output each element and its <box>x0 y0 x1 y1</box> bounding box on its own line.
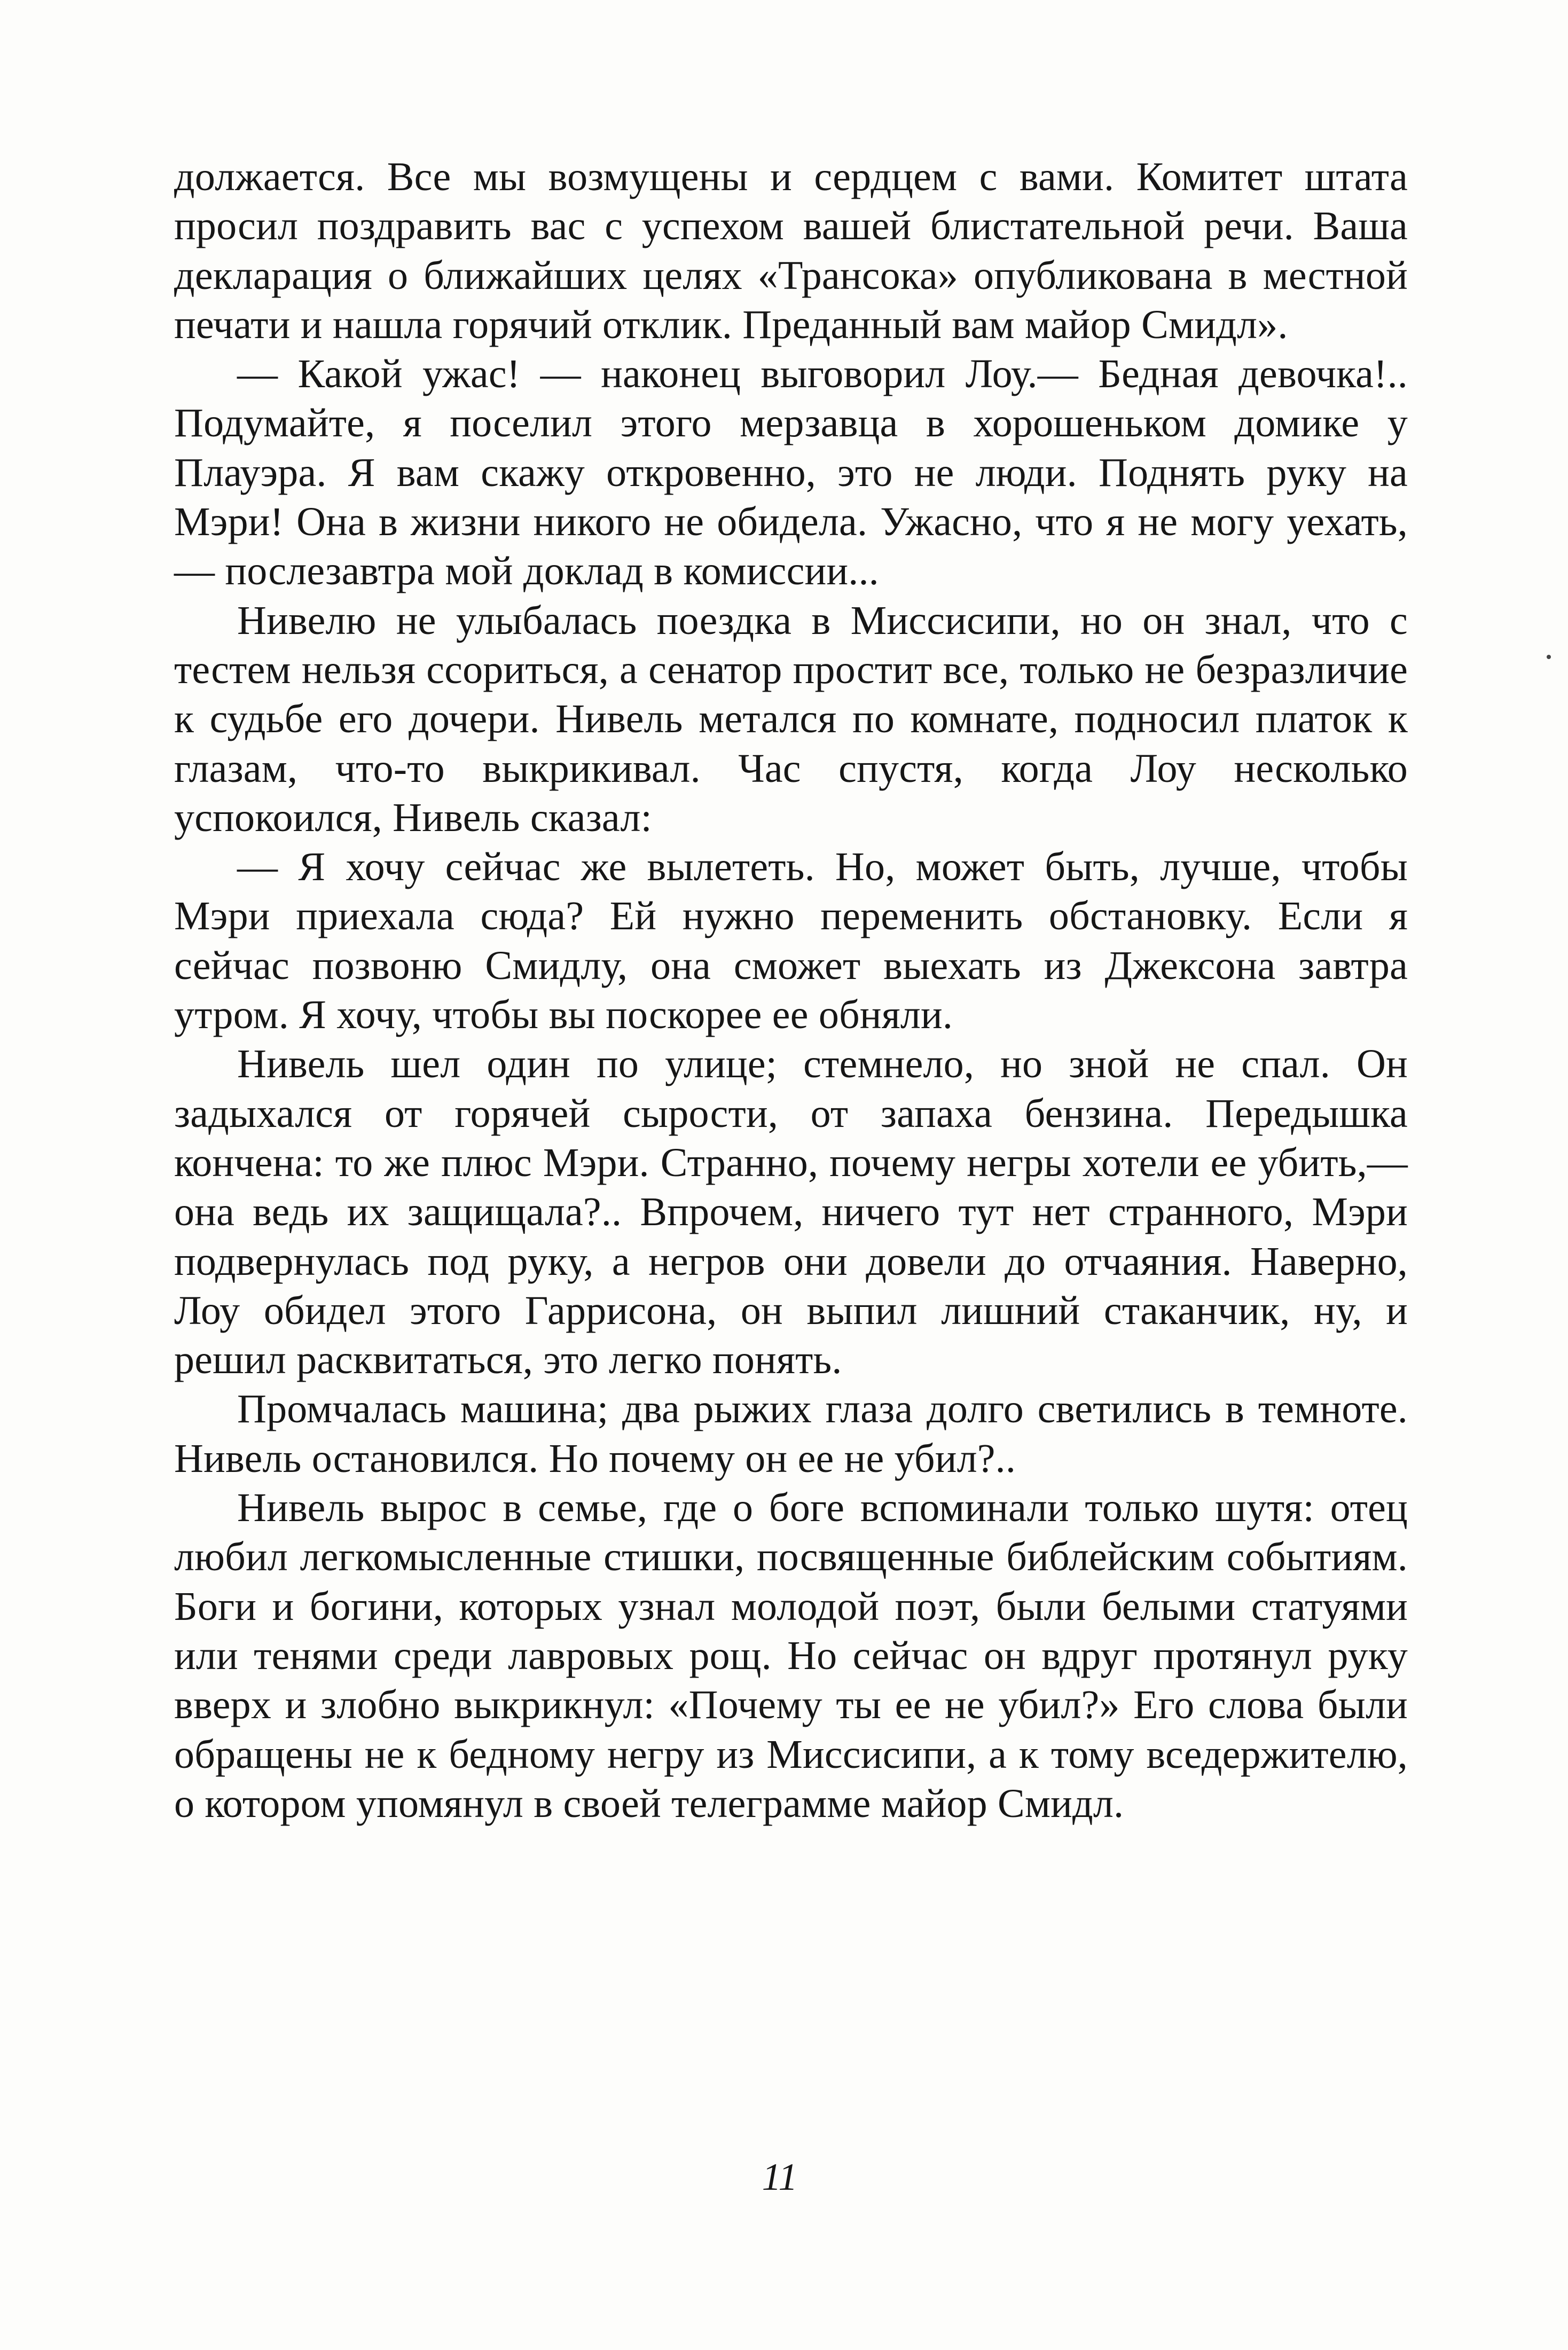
paragraph-3: Нивелю не улыбалась поездка в Миссисипи, но он знал, что с тестем нельзя ссориться, а сенатор простит все, только не безразличие к судьбе его дочери. Нивель метался по комнате, подносил платок к глазам, что-то выкрикивал. Час спустя, когда Лоу несколько успокоился, Нивель сказал: <box>174 598 1408 840</box>
paragraph-1: должается. Все мы возмущены и сердцем с вами. Комитет штата просил поздравить вас с успехом вашей блистательной речи. Ваша декларация о ближайших целях «Трансока» опубликована в местной печати и нашла горячий отклик. Преданный вам майор Смидл». <box>174 154 1408 347</box>
paragraph-5: Нивель шел один по улице; стемнело, но зной не спал. Он задыхался от горячей сырости, от запаха бензина. Передышка кончена: то же плюс Мэри. Странно, почему негры хотели ее убить,— она ведь их защищала?.. Впрочем, ничего тут нет странного, Мэри подвернулась под руку, а негров они довели до отчаяния. Наверно, Лоу обидел этого Гаррисона, он выпил лишний стаканчик, ну, и решил расквитаться, это легко понять. <box>174 1041 1408 1383</box>
paragraph-7: Нивель вырос в семье, где о боге вспоминали только шутя: отец любил легкомысленные стишки, посвященные библейским событиям. Боги и богини, которых узнал молодой поэт, были белыми статуями или тенями среди лавровых рощ. Но сейчас он вдруг протянул руку вверх и злобно выкрикнул: «Почему ты ее не убил?» Его слова были обращены не к бедному негру из Миссисипи, а к тому вседержителю, о котором упомянул в своей телеграмме майор Смидл. <box>174 1485 1408 1826</box>
page-number: 11 <box>762 2156 798 2198</box>
scan-speck <box>1547 655 1551 659</box>
page-text <box>174 152 1408 1828</box>
paragraph-4: — Я хочу сейчас же вылететь. Но, может быть, лучше, чтобы Мэри приехала сюда? Ей нужно переменить обстановку. Если я сейчас позвоню Смидлу, она сможет выехать из Джексона завтра утром. Я хочу, чтобы вы поскорее ее обняли. <box>174 844 1408 1038</box>
paragraph-6: Промчалась машина; два рыжих глаза долго светились в темноте. Нивель остановился. Но почему он ее не убил?.. <box>174 1386 1408 1481</box>
paragraph-2: — Какой ужас! — наконец выговорил Лоу.— Бедная девочка!.. Подумайте, я поселил этого мерзавца в хорошеньком домике у Плауэра. Я вам скажу откровенно, это не люди. Поднять руку на Мэри! Она в жизни никого не обидела. Ужасно, что я не могу уехать,— послезавтра мой доклад в комиссии... <box>174 351 1408 594</box>
